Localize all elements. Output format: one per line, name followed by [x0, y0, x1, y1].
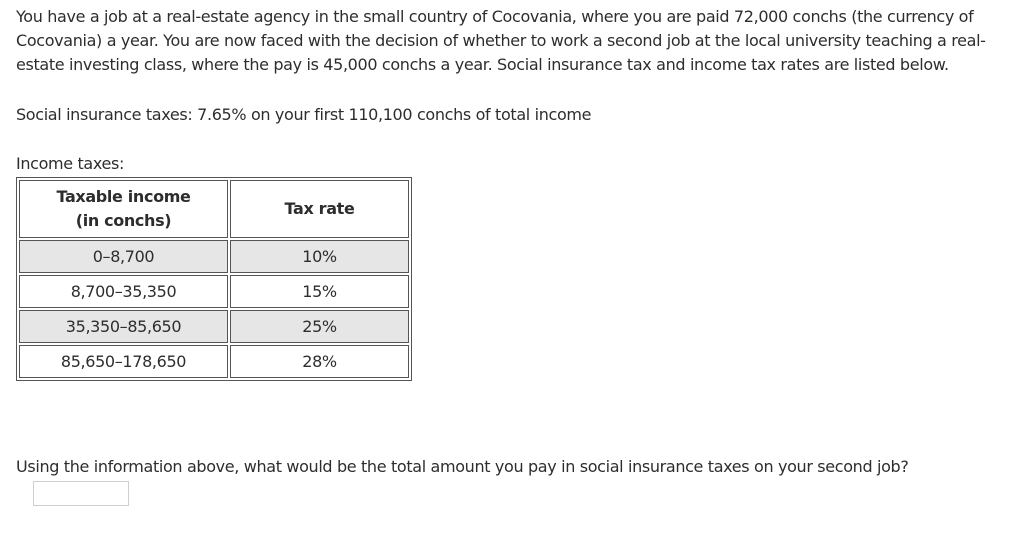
income-bracket-cell: 35,350–85,650 [19, 310, 228, 343]
taxable-income-header [19, 180, 228, 238]
income-taxes-label: Income taxes: [16, 154, 125, 173]
table-row [19, 275, 409, 308]
table-row [19, 310, 409, 343]
tax-rate-cell: 28% [230, 345, 409, 378]
table-row [19, 240, 409, 273]
tax-rate-cell: 10% [230, 240, 409, 273]
income-bracket-cell: 85,650–178,650 [19, 345, 228, 378]
income-bracket-cell: 8,700–35,350 [19, 275, 228, 308]
question-text: Using the information above, what would be the total amount you pay in social insurance taxes on your second job? [16, 457, 909, 476]
income-bracket-cell: 0–8,700 [19, 240, 228, 273]
tax-rate-cell: 25% [230, 310, 409, 343]
tax-rate-header: Tax rate [230, 180, 409, 238]
answer-input[interactable] [33, 481, 129, 506]
income-tax-table [16, 177, 412, 381]
problem-intro: You have a job at a real-estate agency in the small country of Cocovania, where you are paid 72,000 conchs (the currency of Cocovania) a year. You are now faced with the decision of whether to work a second job at the local university teaching a real-estate investing class, where the pay is 45,000 conchs a year. Social insurance tax and income tax rates are listed below. [16, 7, 986, 74]
tax-rate-cell: 15% [230, 275, 409, 308]
taxable-income-header-line1: Taxable income [56, 187, 191, 206]
table-header-row [19, 180, 409, 238]
social-insurance-text: Social insurance taxes: 7.65% on your first 110,100 conchs of total income [16, 105, 592, 124]
taxable-income-header-line2: (in conchs) [75, 211, 172, 230]
table-row [19, 345, 409, 378]
